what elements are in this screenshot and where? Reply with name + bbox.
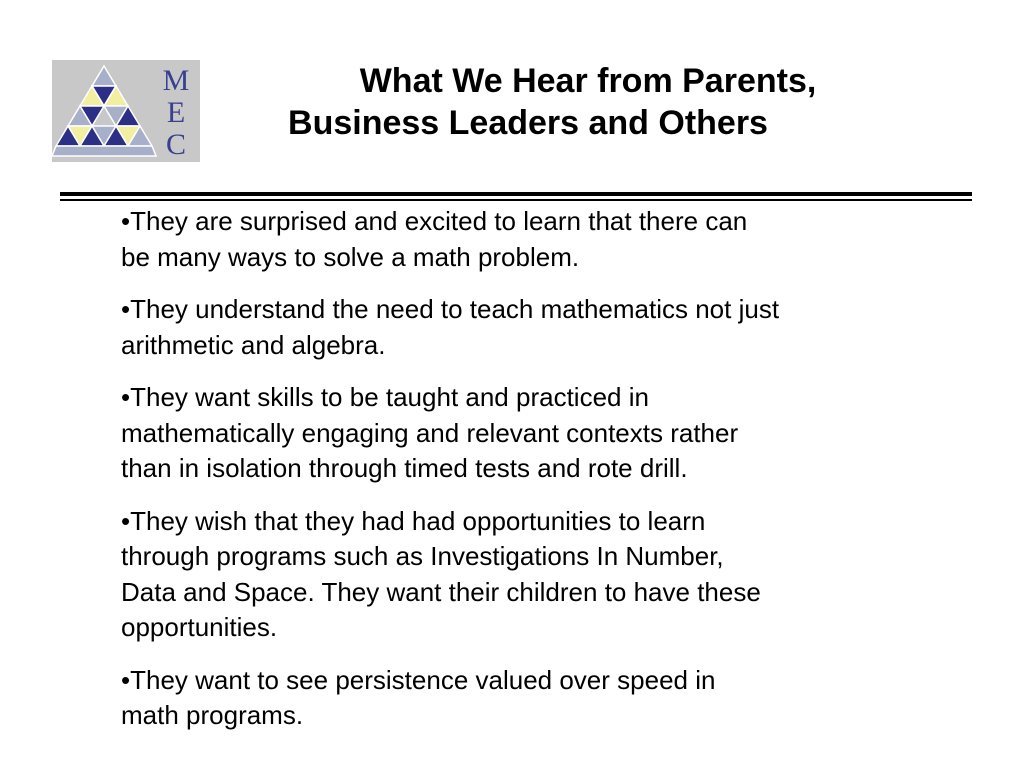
slide-title-line-1: What We Hear from Parents, xyxy=(359,62,817,100)
slide-title xyxy=(240,60,880,144)
bullet-line: be many ways to solve a math problem. xyxy=(121,241,580,272)
bullet-line: •They want skills to be taught and practiced in xyxy=(121,382,649,412)
bullet-line: opportunities. xyxy=(121,612,278,642)
bullet-line: arithmetic and algebra. xyxy=(121,329,386,360)
bullet-line: through programs such as Investigations In Number, xyxy=(121,541,724,571)
slide-title-line-2: Business Leaders and Others xyxy=(288,104,768,142)
mec-logo xyxy=(52,60,200,162)
bullet-item xyxy=(121,663,921,734)
title-divider-thick xyxy=(60,192,972,196)
title-divider-thin xyxy=(60,199,972,201)
bullet-item xyxy=(121,504,921,646)
bullet-line: mathematically engaging and relevant contexts rather xyxy=(121,417,739,448)
bullet-list xyxy=(121,204,921,751)
bullet-line: •They want to see persistence valued over speed in xyxy=(121,664,716,695)
bullet-line: math programs. xyxy=(121,700,304,730)
logo-letter-c: C xyxy=(165,128,187,161)
logo-letter-m: M xyxy=(162,64,190,97)
bullet-line: than in isolation through timed tests and rote drill. xyxy=(121,453,688,483)
bullet-item xyxy=(121,204,921,275)
bullet-line: •They wish that they had had opportunities to learn xyxy=(121,505,706,536)
logo-tile xyxy=(52,146,156,156)
bullet-line: Data and Space. They want their children to have these xyxy=(121,576,761,607)
bullet-line: •They understand the need to teach mathematics not just xyxy=(121,294,780,324)
bullet-line: •They are surprised and excited to learn that there can xyxy=(121,206,748,236)
logo-letter-e: E xyxy=(166,96,186,129)
bullet-item xyxy=(121,292,921,363)
mec-logo-graphic xyxy=(52,60,200,162)
bullet-item xyxy=(121,380,921,487)
